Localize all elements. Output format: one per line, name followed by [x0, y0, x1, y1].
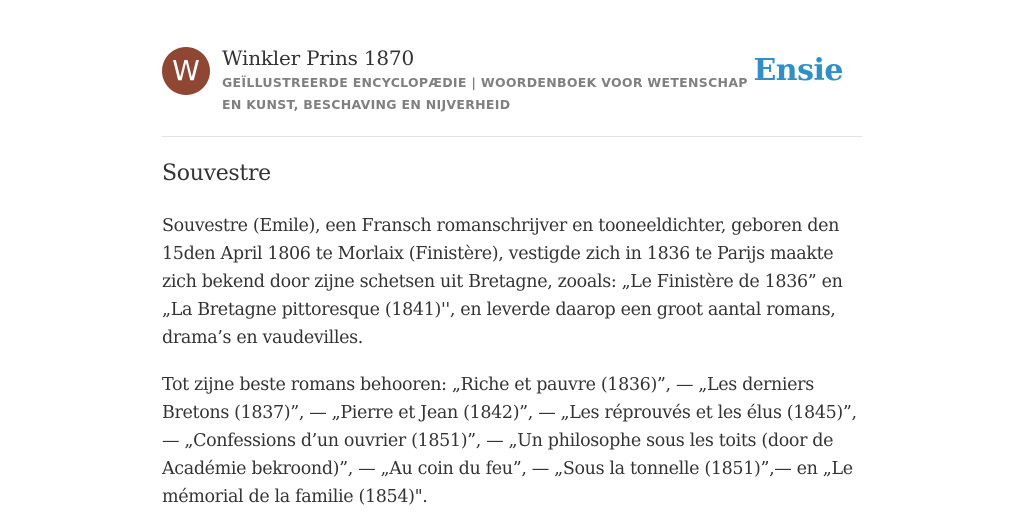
article-paragraph: Tot zijne beste romans behooren: „Riche et pauvre (1836)”, — „Les derniers Bretons (1837)”, — „Pierre et Jean (1842)”, — „Les réprouvés et les élus (1845)”, — „Confessions d’un ouvrier (1851)”, — „Un philosophe sous les toits (door de Académie bekroond)”, — „Au coin du feu”, — „Sous la tonnelle (1851)”,— en „Le mémorial de la familie (1854)". [162, 375, 857, 507]
article-paragraph: Souvestre (Emile), een Fransch romanschrijver en tooneeldichter, geboren den 15den April 1806 te Morlaix (Finistère), vestigde zich in 1836 te Parijs maakte zich bekend door zijne schetsen uit Bretagne, zooals: „Le Finistère de 1836” en „La Bretagne pittoresque (1841)'', en leverde daarop een groot aantal romans, drama’s en vaudevilles. [162, 216, 843, 348]
article-title: Souvestre [162, 161, 271, 186]
source-header [162, 44, 862, 137]
ensie-logo[interactable]: Ensie [753, 53, 843, 88]
article-body [162, 212, 862, 512]
source-avatar[interactable]: W [162, 47, 210, 95]
source-subtitle: GEÏLLUSTREERDE ENCYCLOPÆDIE | WOORDENBOEK VOOR WETENSCHAP EN KUNST, BESCHAVING EN NIJVERHEID [222, 75, 748, 112]
source-title[interactable]: Winkler Prins 1870 [222, 46, 414, 70]
